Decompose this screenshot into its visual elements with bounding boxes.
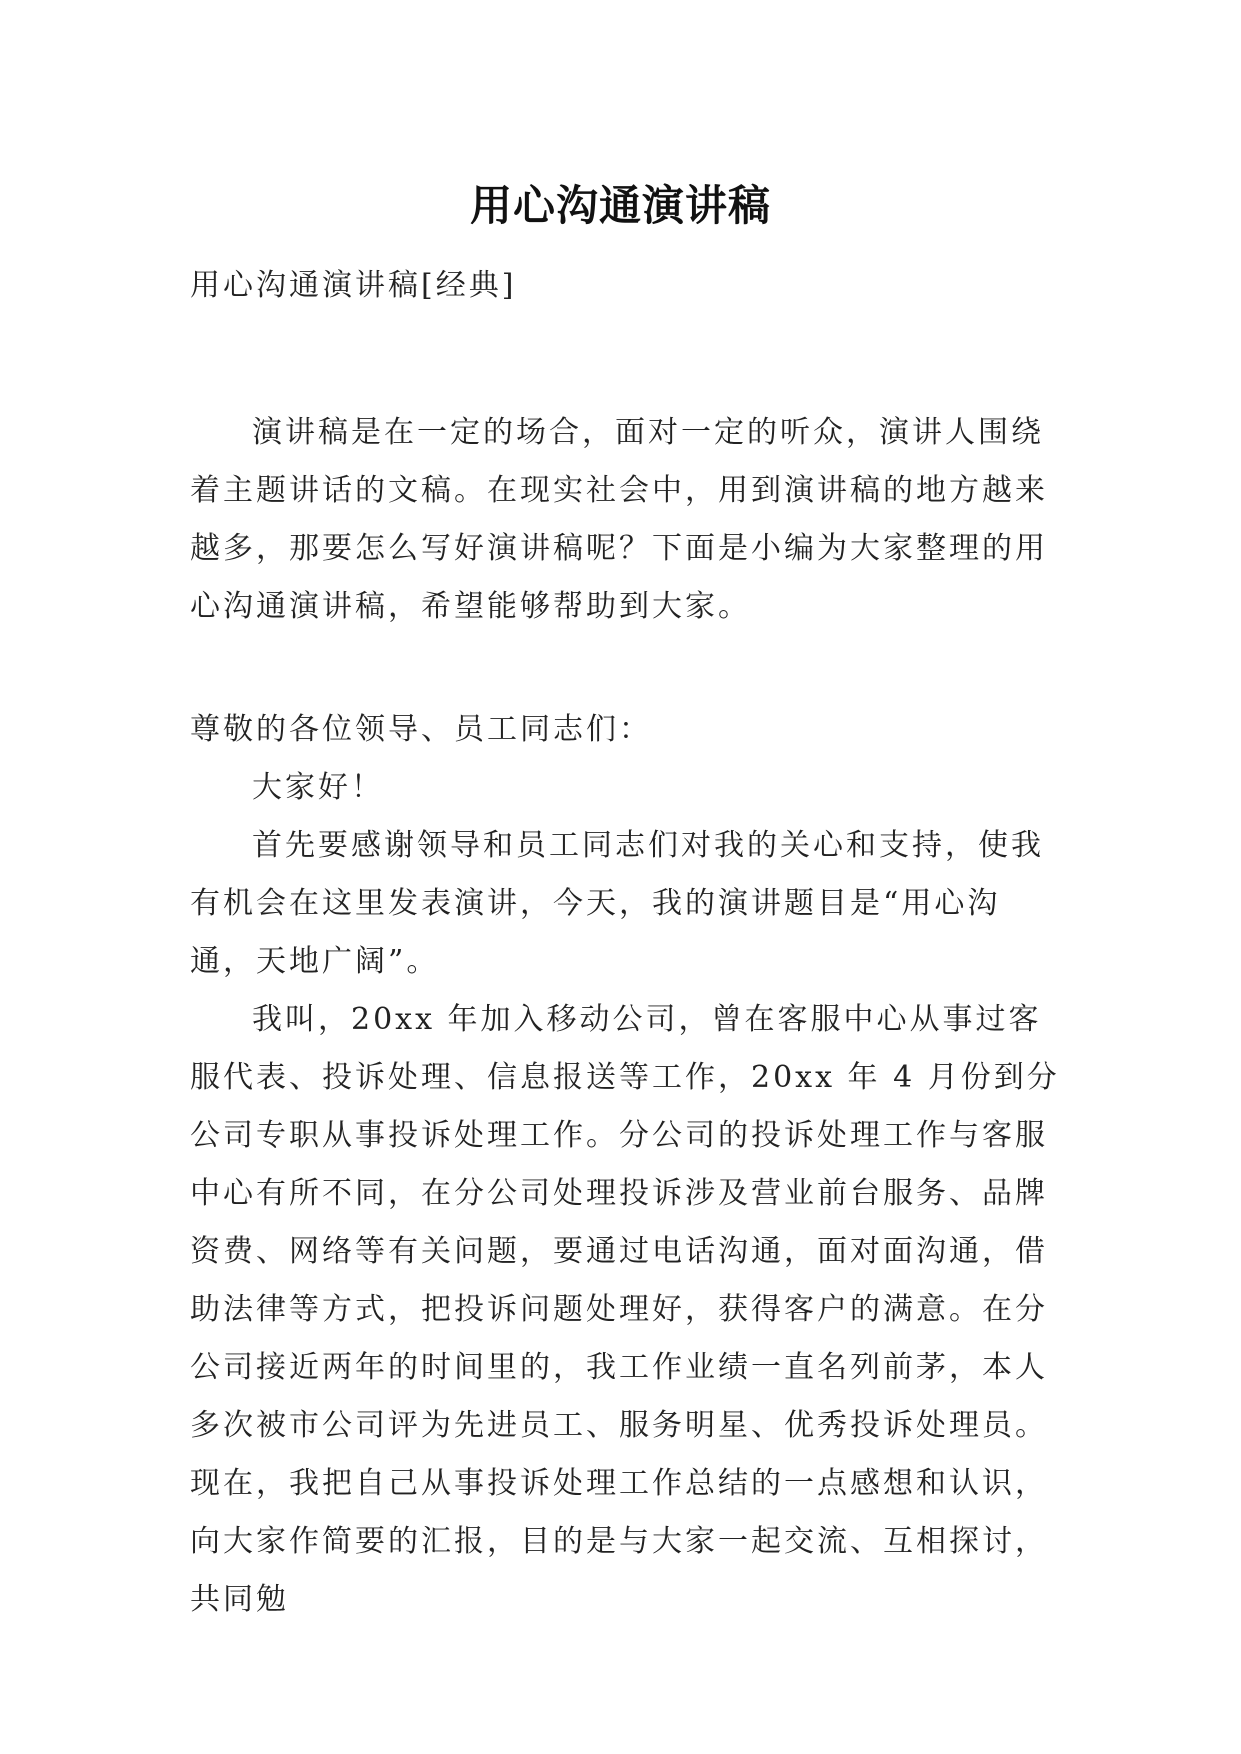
document-subtitle: 用心沟通演讲稿[经典] (190, 268, 517, 303)
intro-paragraph: 演讲稿是在一定的场合，面对一定的听众，演讲人围绕着主题讲话的文稿。在现实社会中，用到演讲稿的地方越来越多，那要怎么写好演讲稿呢？下面是小编为大家整理的用心沟通演讲稿，希望能够帮助到大家。 (190, 415, 1048, 624)
body-paragraph-1: 大家好！ (252, 770, 384, 805)
body-paragraph-2: 首先要感谢领导和员工同志们对我的关心和支持，使我有机会在这里发表演讲，今天，我的演讲题目是“用心沟通，天地广阔”。 (190, 828, 1044, 979)
body-paragraph-3: 我叫，20xx 年加入移动公司，曾在客服中心从事过客服代表、投诉处理、信息报送等工作，20xx 年 4 月份到分公司专职从事投诉处理工作。分公司的投诉处理工作与客服中心有所不同，在分公司处理投诉涉及营业前台服务、品牌资费、网络等有关问题，要通过电话沟通，面对面沟通，借助法律等方式，把投诉问题处理好，获得客户的满意。在分公司接近两年的时间里的，我工作业绩一直名列前茅，本人多次被市公司评为先进员工、服务明星、优秀投诉处理员。现在，我把自己从事投诉处理工作总结的一点感想和认识，向大家作简要的汇报，目的是与大家一起交流、互相探讨，共同勉 (190, 1002, 1060, 1617)
document-title: 用心沟通演讲稿 (469, 181, 771, 231)
greeting-line: 尊敬的各位领导、员工同志们： (190, 712, 652, 747)
